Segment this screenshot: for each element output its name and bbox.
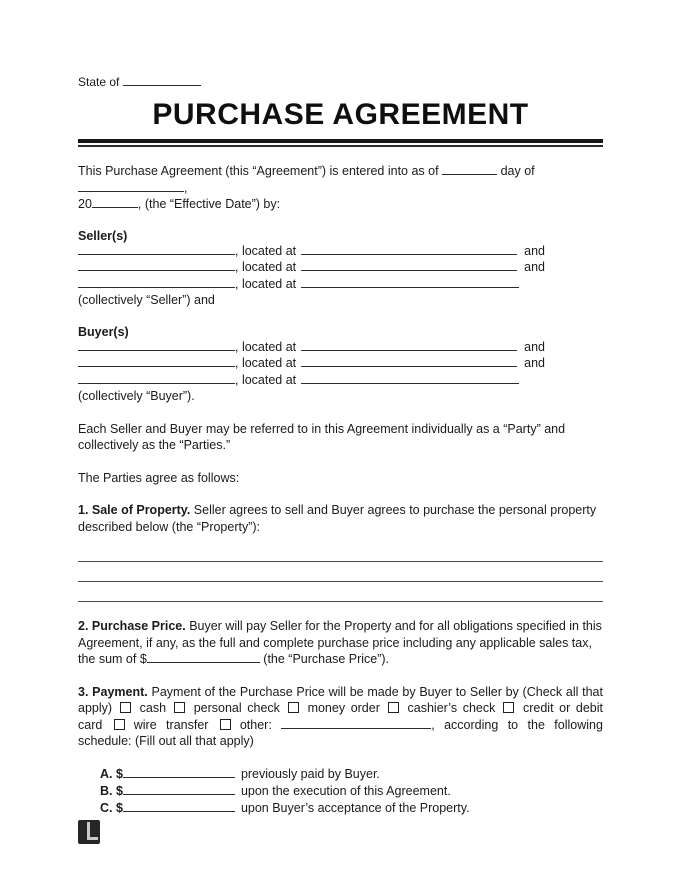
- buyer-block: [78, 339, 603, 405]
- section3-paragraph: [78, 684, 603, 750]
- currency-symbol: $: [139, 652, 147, 666]
- day-blank[interactable]: [442, 163, 497, 175]
- seller-address-blank[interactable]: [301, 243, 517, 255]
- option-label-other: other:: [239, 717, 272, 732]
- checkbox-money-order[interactable]: [288, 702, 299, 713]
- agree-line: The Parties agree as follows:: [78, 470, 240, 485]
- currency-symbol: $: [115, 800, 123, 815]
- section1-body: Seller agrees to sell and Buyer agrees to purchase the personal property described below (the “Property”):: [78, 503, 597, 534]
- intro-text-1: This Purchase Agreement (this “Agreement”) is entered into as of: [78, 164, 439, 178]
- section3-body: Payment of the Purchase Price will be made by Buyer to Seller by (Check all that apply): [78, 684, 603, 715]
- parties-paragraph: Each Seller and Buyer may be referred to in this Agreement individually as a “Party” and collectively as the “Parties.”: [78, 421, 566, 452]
- located-at-label: , located at: [235, 260, 297, 274]
- intro-paragraph: [78, 163, 603, 213]
- buyer-address-blank[interactable]: [301, 339, 517, 351]
- schedule-letter: B.: [100, 783, 113, 798]
- buyer-name-blank[interactable]: [78, 339, 235, 351]
- other-method-blank[interactable]: [281, 717, 431, 729]
- buyer-heading: Buyer(s): [78, 324, 129, 339]
- amount-blank-c[interactable]: [123, 800, 235, 812]
- schedule-item-b: [100, 783, 603, 800]
- checkbox-personal-check[interactable]: [174, 702, 185, 713]
- and-label: and: [524, 243, 546, 258]
- legal-templates-logo: [78, 820, 100, 844]
- option-label-money-order: money order: [307, 701, 380, 715]
- located-at-label: , located at: [235, 339, 297, 354]
- property-description-line[interactable]: [78, 582, 603, 602]
- intro-text-3: , (the “Effective Date”) by:: [137, 197, 281, 211]
- seller-heading: Seller(s): [78, 228, 128, 243]
- seller-row: [78, 243, 603, 260]
- page-title: PURCHASE AGREEMENT: [152, 98, 529, 131]
- seller-name-blank[interactable]: [78, 243, 235, 255]
- schedule-letter: A.: [100, 766, 113, 781]
- property-description-line[interactable]: [78, 542, 603, 562]
- schedule-item-a: [100, 766, 603, 783]
- checkbox-other[interactable]: [220, 719, 231, 730]
- section2-tail: (the “Purchase Price”).: [263, 652, 390, 666]
- seller-row: [78, 259, 603, 276]
- seller-row: [78, 276, 603, 293]
- buyer-row: [78, 372, 603, 389]
- payment-schedule: [100, 766, 603, 817]
- option-label-wire-transfer: wire transfer: [133, 717, 209, 732]
- section3-heading: 3. Payment.: [78, 684, 148, 699]
- section1-paragraph: [78, 502, 603, 535]
- seller-block: [78, 243, 603, 309]
- buyer-row: [78, 355, 603, 372]
- buyer-row: [78, 339, 603, 356]
- seller-address-blank[interactable]: [301, 259, 517, 271]
- property-description-line[interactable]: [78, 562, 603, 582]
- schedule-text-a: previously paid by Buyer.: [240, 766, 380, 781]
- buyer-address-blank[interactable]: [301, 372, 519, 384]
- state-of-blank[interactable]: [123, 74, 201, 86]
- option-label-cash: cash: [139, 701, 167, 715]
- located-at-label: , located at: [235, 372, 297, 387]
- state-line: [78, 74, 603, 89]
- checkbox-cashiers-check[interactable]: [388, 702, 399, 713]
- section1-heading: 1. Sale of Property.: [78, 503, 191, 517]
- currency-symbol: $: [115, 766, 123, 781]
- seller-address-blank[interactable]: [301, 276, 519, 288]
- currency-symbol: $: [115, 783, 123, 798]
- collectively-seller-text: (collectively “Seller”) and: [78, 293, 215, 307]
- section2-body: Buyer will pay Seller for the Property and for all obligations specified in this Agreement, if any, as the full and complete purchase price including any applicable sales tax, the sum of: [78, 619, 602, 666]
- checkbox-credit-debit-card[interactable]: [503, 702, 514, 713]
- schedule-letter: C.: [100, 800, 113, 815]
- option-label-cashiers-check: cashier’s check: [407, 701, 496, 715]
- logo-l-glyph: [87, 822, 98, 840]
- property-description-area: [78, 542, 603, 602]
- buyer-name-blank[interactable]: [78, 355, 235, 367]
- buyer-address-blank[interactable]: [301, 355, 517, 367]
- intro-comma: ,: [184, 180, 188, 195]
- seller-name-blank[interactable]: [78, 276, 235, 288]
- schedule-item-c: [100, 800, 603, 817]
- buyer-name-blank[interactable]: [78, 372, 235, 384]
- located-at-label: , located at: [235, 276, 297, 291]
- seller-name-blank[interactable]: [78, 259, 235, 271]
- checkbox-wire-transfer[interactable]: [114, 719, 125, 730]
- option-label-personal-check: personal check: [193, 701, 280, 715]
- state-of-label: State of: [78, 75, 120, 89]
- located-at-label: , located at: [235, 356, 297, 370]
- section2-heading: 2. Purchase Price.: [78, 619, 186, 633]
- schedule-text-c: upon Buyer’s acceptance of the Property.: [240, 800, 470, 815]
- intro-text-2: day of: [500, 164, 535, 178]
- section2-paragraph: [78, 618, 603, 668]
- and-label: and: [524, 356, 546, 370]
- collectively-buyer-text: (collectively “Buyer”).: [78, 389, 195, 403]
- title-divider: [78, 139, 603, 147]
- checkbox-cash[interactable]: [120, 702, 131, 713]
- located-at-label: , located at: [235, 243, 297, 258]
- amount-blank-b[interactable]: [123, 783, 235, 795]
- section3-tail: , according to the following schedule: (Fill out all that apply): [78, 717, 603, 748]
- amount-blank-a[interactable]: [123, 766, 235, 778]
- and-label: and: [524, 260, 546, 274]
- schedule-text-b: upon the execution of this Agreement.: [240, 783, 451, 798]
- and-label: and: [524, 339, 546, 354]
- purchase-price-blank[interactable]: [147, 651, 260, 663]
- option-label-credit-debit-card: credit or debit card: [78, 701, 604, 732]
- month-blank[interactable]: [78, 180, 184, 192]
- intro-year-prefix: 20: [78, 197, 92, 211]
- year-blank[interactable]: [92, 196, 138, 208]
